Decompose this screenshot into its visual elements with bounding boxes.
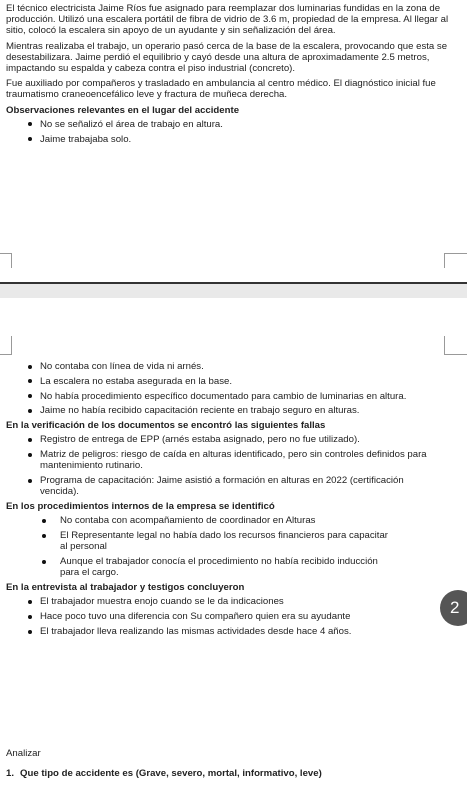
paragraph-fall: Mientras realizaba el trabajo, un operario pasó cerca de la base de la escalera, provocando que esta se desestabilizara. Jaime perdió el equilibrio y cayó desde una altura de aproximadamente 2.5 metros, impactando su espalda y cabeza contra el piso industrial (concreto). — [6, 40, 448, 75]
analyze-label: Analizar — [6, 748, 41, 759]
list-item: Jaime no había recibido capacitación reciente en trabajo seguro en alturas. — [0, 405, 445, 416]
heading-observations: Observaciones relevantes en el lugar del accidente — [6, 104, 240, 116]
question-1 — [6, 768, 322, 779]
document-page-top — [0, 0, 467, 282]
list-item: La escalera no estaba asegurada en la base. — [0, 376, 445, 387]
paragraph-incident: El técnico electricista Jaime Ríos fue asignado para reemplazar dos luminarias fundidas en la zona de producción. Utilizó una escalera portátil de fibra de vidrio de 3.6 m, propiedad de la empresa. Al llegar al sitio, colocó la escalera sin apoyo de un ayudante y sin señalización del área. — [6, 3, 449, 37]
interview-list — [0, 596, 467, 637]
list-item: Programa de capacitación: Jaime asistió a formación en alturas en 2022 (certificación vencida). — [0, 475, 445, 497]
paragraph-outcome: Fue auxiliado por compañeros y trasladado en ambulancia al centro médico. El diagnóstico inicial fue traumatismo craneoencefálico leve y fractura de muñeca derecha. — [6, 78, 436, 101]
list-item: Aunque el trabajador conocía el procedimiento no había recibido inducción para el cargo. — [0, 556, 390, 578]
question-text: Que tipo de accidente es (Grave, severo, mortal, informativo, leve) — [20, 768, 322, 779]
internal-procedures-list — [0, 515, 467, 578]
observations-list-bottom — [0, 361, 467, 417]
list-item: No había procedimiento específico documentado para cambio de luminarias en altura. — [0, 391, 445, 402]
list-item: Registro de entrega de EPP (arnés estaba asignado, pero no fue utilizado). — [0, 434, 445, 445]
list-item: El trabajador muestra enojo cuando se le da indicaciones — [0, 596, 445, 607]
page-corner-mark — [444, 253, 467, 268]
list-item: No contaba con línea de vida ni arnés. — [0, 361, 445, 372]
heading-internal-procedures: En los procedimientos internos de la empresa se identificó — [6, 501, 275, 513]
observations-list-top — [0, 119, 467, 145]
page-corner-mark — [0, 253, 12, 268]
list-item: Matriz de peligros: riesgo de caída en alturas identificado, pero sin controles definidos para mantenimiento rutinario. — [0, 449, 445, 471]
heading-interview: En la entrevista al trabajador y testigos concluyeron — [6, 582, 245, 594]
list-item: Hace poco tuvo una diferencia con Su compañero quien era su ayudante — [0, 611, 445, 622]
list-item: No contaba con acompañamiento de coordinador en Alturas — [0, 515, 390, 526]
list-item: El Representante legal no había dado los recursos financieros para capacitar al personal — [0, 530, 390, 552]
list-item: No se señalizó el área de trabajo en altura. — [0, 119, 445, 130]
document-page-bottom — [0, 296, 467, 785]
question-number: 1. — [6, 768, 15, 779]
heading-document-verification: En la verificación de los documentos se encontró las siguientes fallas — [6, 420, 326, 432]
list-item: Jaime trabajaba solo. — [0, 134, 445, 145]
list-item: El trabajador lleva realizando las mismas actividades desde hace 4 años. — [0, 626, 445, 637]
document-failures-list — [0, 434, 467, 497]
page-number-badge: 2 — [440, 590, 467, 626]
